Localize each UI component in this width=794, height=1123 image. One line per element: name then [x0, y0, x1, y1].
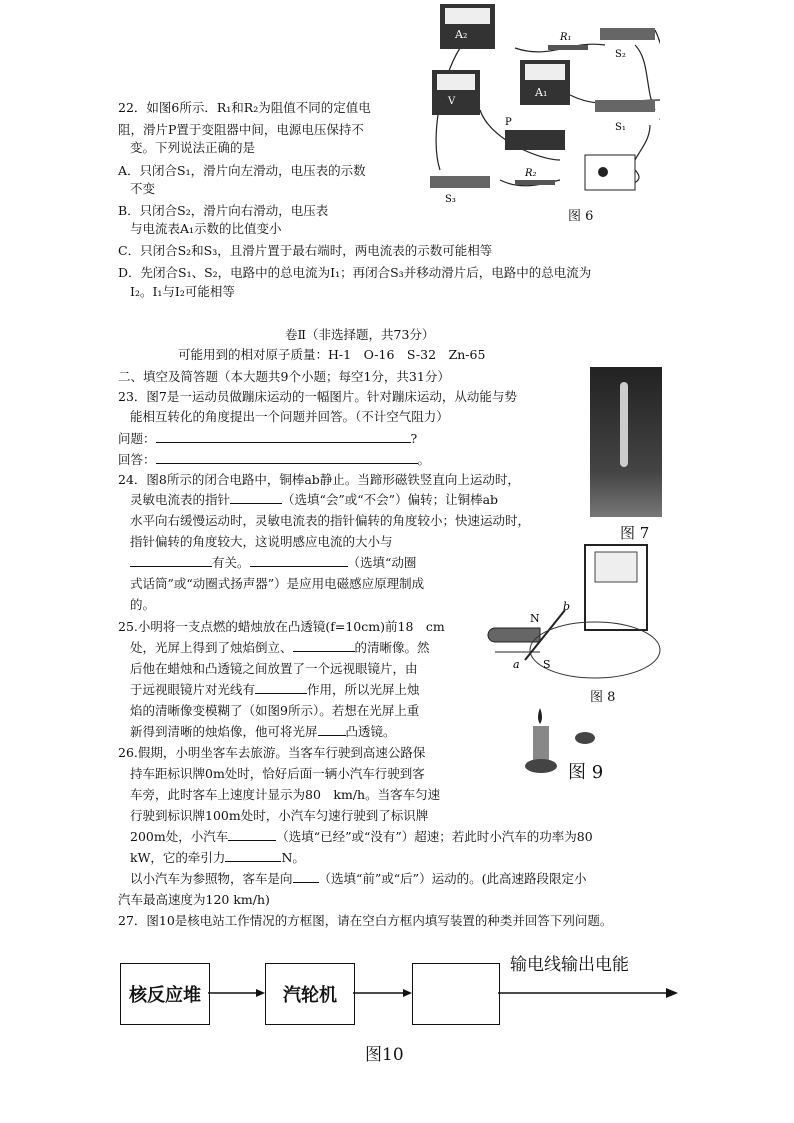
q25-line-2 — [130, 639, 430, 657]
figure-6-caption: 图 6 — [568, 209, 594, 224]
q23-question-row — [118, 430, 417, 448]
r1-label: R₁ — [560, 32, 572, 43]
q22-stem-line-3: 变。下列说法正确的是 — [130, 140, 256, 155]
q26-blank-2[interactable] — [225, 849, 281, 862]
section-heading: 二、填空及简答题（本大题共9个小题；每空1分，共31分） — [118, 369, 450, 384]
q25-blank-2[interactable] — [255, 681, 307, 694]
p-label: P — [505, 117, 512, 128]
text: 作用，所以光屏上烛 — [307, 682, 420, 697]
q22-option-b-cont: 与电流表A₁示数的比值变小 — [130, 221, 282, 236]
figure-6-circuit — [420, 0, 660, 205]
text: 新得到清晰的烛焰像，他可将光屏 — [130, 724, 318, 739]
text: 于远视眼镜片对光线有 — [130, 682, 256, 697]
q22-option-b: B．只闭合S₂，滑片向右滑动，电压表 — [118, 203, 329, 218]
box-nuclear-reactor: 核反应堆 — [120, 963, 210, 1025]
v-label: V — [448, 96, 456, 107]
q26-line-2: 持车距标识牌0m处时，恰好后面一辆小汽车行驶到客 — [130, 766, 425, 781]
q25-line-4 — [130, 681, 420, 699]
q26-line-1: 26.假期，小明坐客车去旅游。当客车行驶到高速公路保 — [118, 745, 426, 760]
q22-option-a: A．只闭合S₁，滑片向左滑动，电压表的示数 — [118, 163, 366, 178]
figure-8-apparatus — [485, 540, 665, 690]
text: 处，光屏上得到了烛焰倒立、 — [130, 640, 293, 655]
q25-line-1: 25.小明将一支点燃的蜡烛放在凸透镜(f=10cm)前18 cm — [118, 619, 445, 634]
text: 200m处，小汽车 — [130, 829, 229, 844]
figure-9-caption: 图 9 — [568, 762, 604, 783]
q23-answer-row — [118, 451, 430, 469]
a1-label: A₁ — [535, 86, 548, 99]
q25-line-3: 后他在蜡烛和凸透镜之间放置了一个远视眼镜片，由 — [130, 661, 418, 676]
text: kW，它的牵引力 — [130, 850, 226, 865]
box-steam-turbine: 汽轮机 — [265, 963, 355, 1025]
question-label: 问题： — [118, 431, 156, 446]
s3-label: S₃ — [445, 194, 456, 205]
answer-end: 。 — [417, 452, 431, 467]
q24-blank-2[interactable] — [130, 554, 212, 567]
figure-10-caption: 图10 — [365, 1045, 404, 1065]
q25-line-6 — [130, 723, 396, 741]
text: （选填“前”或“后”）运动的。(此高速路段限定小 — [318, 871, 587, 886]
q25-line-5: 焰的清晰像变模糊了（如图9所示）。若想在光屏上重 — [130, 703, 420, 718]
q26-line-7 — [130, 870, 586, 888]
q24-line-7: 的。 — [130, 597, 156, 612]
text: 以小汽车为参照物，客车是向 — [130, 871, 293, 886]
figure-7-photo — [590, 367, 662, 517]
q22-option-a-cont: 不变 — [130, 181, 156, 196]
text: 灵敏电流表的指针 — [130, 492, 231, 507]
q24-line-3: 水平向右缓慢运动时，灵敏电流表的指针偏转的角度较小；快速运动时， — [130, 513, 531, 528]
text: 有关。 — [212, 555, 250, 570]
text: （选填“会”或“不会”）偏转；让铜棒ab — [282, 492, 499, 507]
q27-line-1: 27．图10是核电站工作情况的方框图，请在空白方框内填写装置的种类并回答下列问题。 — [118, 913, 613, 928]
text: N。 — [281, 850, 305, 865]
q26-line-4: 行驶到标识牌100m处时，小汽车匀速行驶到了标识牌 — [130, 808, 429, 823]
q24-line-6: 式话筒”或“动圈式扬声器”）是应用电磁感应原理制成 — [130, 576, 425, 591]
q22-option-c: C．只闭合S₂和S₃，且滑片置于最右端时，两电流表的示数可能相等 — [118, 243, 493, 258]
q26-line-8: 汽车最高速度为120 km/h) — [118, 892, 270, 907]
figure-8-caption: 图 8 — [590, 690, 616, 705]
q24-blank-1[interactable] — [230, 491, 282, 504]
a2-label: A₂ — [455, 28, 468, 41]
q24-blank-3[interactable] — [250, 554, 348, 567]
q24-line-4: 指针偏转的角度较大，这说明感应电流的大小与 — [130, 534, 393, 549]
b-label: b — [563, 600, 571, 613]
atomic-mass-line: 可能用到的相对原子质量：H-1 O-16 S-32 Zn-65 — [178, 347, 486, 362]
figure-7-caption: 图 7 — [620, 524, 650, 542]
q24-line-5 — [130, 554, 416, 572]
q23-line-1: 23．图7是一运动员做蹦床运动的一幅图片。针对蹦床运动，从动能与势 — [118, 389, 517, 404]
text: 凸透镜。 — [345, 724, 396, 739]
s-label: S — [543, 658, 551, 671]
q24-line-1: 24．图8所示的闭合电路中，铜棒ab静止。当蹄形磁铁竖直向上运动时， — [118, 472, 520, 487]
q26-line-3: 车旁，此时客车上速度计显示为80 km/h。当客车匀速 — [130, 787, 441, 802]
q22-stem-line-2: 阻，滑片P置于变阻器中间，电源电压保持不 — [118, 122, 364, 137]
output-label: 输电线输出电能 — [510, 955, 629, 975]
n-label: N — [530, 612, 540, 625]
q25-blank-3[interactable] — [318, 723, 346, 736]
q26-blank-3[interactable] — [293, 870, 319, 883]
flow-arrows — [208, 980, 688, 1010]
section-title: 卷Ⅱ（非选择题，共73分） — [285, 327, 435, 342]
s2-label: S₂ — [615, 49, 626, 60]
text: （选填“动圈 — [347, 555, 417, 570]
r2-label: R₂ — [525, 168, 537, 179]
q26-line-6 — [130, 849, 305, 867]
s1-label: S₁ — [615, 122, 626, 133]
q22-option-d-cont: I₂。I₁与I₂可能相等 — [130, 284, 235, 299]
q24-line-2 — [130, 491, 498, 509]
q22-stem-line-1: 22．如图6所示．R₁和R₂为阻值不同的定值电 — [118, 100, 371, 115]
q25-blank-1[interactable] — [293, 639, 355, 652]
question-blank[interactable] — [156, 430, 411, 443]
answer-blank[interactable] — [156, 451, 418, 464]
q26-line-5 — [130, 828, 593, 846]
question-end: ? — [410, 431, 418, 446]
q22-option-d: D．先闭合S₁、S₂，电路中的总电流为I₁；再闭合S₃并移动滑片后，电路中的总电流为 — [118, 265, 592, 280]
q26-blank-1[interactable] — [228, 828, 276, 841]
text: 的清晰像。然 — [354, 640, 430, 655]
answer-label: 回答： — [118, 452, 156, 467]
text: （选填“已经”或“没有”）超速；若此时小汽车的功率为80 — [276, 829, 593, 844]
a-label: a — [513, 658, 520, 671]
q23-line-2: 能相互转化的角度提出一个问题并回答。（不计空气阻力） — [130, 409, 449, 424]
